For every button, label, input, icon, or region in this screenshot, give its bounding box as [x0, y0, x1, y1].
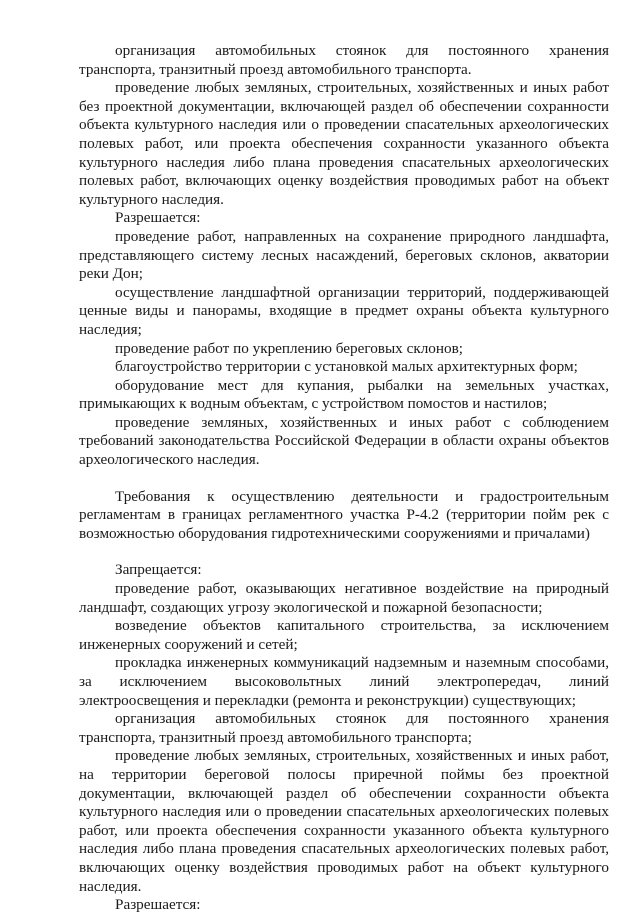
allowed-label: Разрешается: — [115, 209, 201, 227]
allowed-item: проведение работ по укреплению береговых склонов; — [115, 339, 463, 357]
allowed-item: благоустройство территории с установкой малых архитектурных форм; — [115, 358, 578, 376]
forbidden-item: прокладка инженерных коммуникаций надземным и наземным способами, за исключением высоковольтных линий электропередач, линий электроосвещения и перекладки (ремонта и реконструкции) существующих; — [79, 654, 609, 709]
forbidden-item: проведение любых земляных, строительных, хозяйственных и иных работ, на территории береговой полосы приречной поймы без проектной документации, включающей раздел об обеспечении сохранности объекта культурного наследия или о проведении спасательных археологических полевых работ, или проекта обеспечения сохранности указанного объекта культурного наследия либо плана проведения спасательных археологических полевых работ, включающих оценку воздействия проводимых работ на объект культурного наследия. — [79, 747, 609, 895]
allowed-item: оборудование мест для купания, рыбалки на земельных участках, примыкающих к водным объектам, с устройством помостов и настилов; — [79, 376, 609, 413]
allowed-item: проведение земляных, хозяйственных и иных работ с соблюдением требований законодательства Российской Федерации в области охраны объектов археологического наследия. — [79, 413, 609, 469]
forbidden-item: организация автомобильных стоянок для постоянного хранения транспорта, транзитный проезд автомобильного транспорта; — [79, 710, 609, 746]
paragraph-parking: организация автомобильных стоянок для постоянного хранения транспорта, транзитный проезд автомобильного транспорта. — [79, 42, 609, 78]
allowed-item: проведение работ, направленных на сохранение природного ландшафта, представляющего систему лесных насаждений, береговых склонов, акватории реки Дон; — [79, 227, 609, 283]
section-heading: Требования к осуществлению деятельности и градостроительным регламентам в границах регламентного участка Р-4.2 (территории пойм рек с возможностью оборудования гидротехническими сооружениями и причалами) — [79, 487, 609, 542]
document-page — [79, 42, 609, 915]
allowed-item: осуществление ландшафтной организации территорий, поддерживающей ценные виды и панорамы, входящие в предмет охраны объекта культурного наследия; — [79, 283, 609, 338]
allowed-label-2: Разрешается: — [115, 896, 201, 914]
paragraph-earthworks: проведение любых земляных, строительных, хозяйственных и иных работ без проектной документации, включающей раздел об обеспечении сохранности объекта культурного наследия или о проведении спасательных археологических полевых работ, или проекта обеспечения сохранности указанного объекта культурного наследия либо плана проведения спасательных археологических полевых работ, включающих оценку воздействия проводимых работ на объект культурного наследия. — [79, 79, 609, 208]
forbidden-item: возведение объектов капитального строительства, за исключением инженерных сооружений и сетей; — [79, 617, 609, 653]
forbidden-item: проведение работ, оказывающих негативное воздействие на природный ландшафт, создающих угрозу экологической и пожарной безопасности; — [79, 580, 609, 616]
forbidden-label: Запрещается: — [115, 561, 202, 579]
